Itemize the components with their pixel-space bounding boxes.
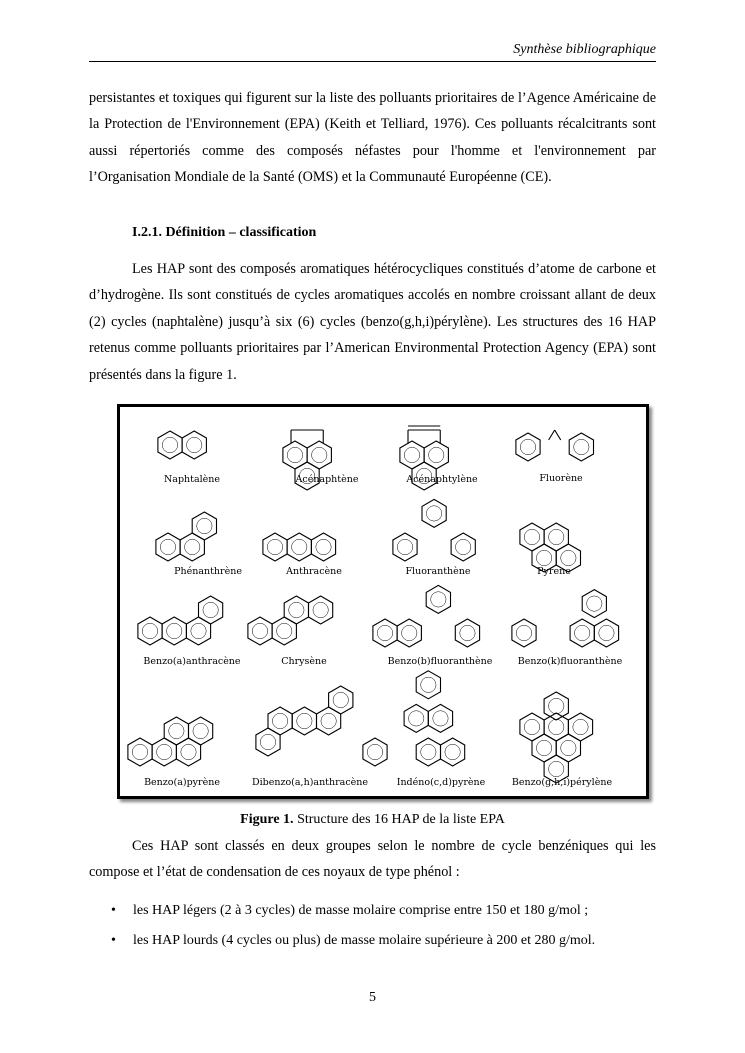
list-item-text: les HAP légers (2 à 3 cycles) de masse molaire comprise entre 150 et 180 g/mol ; — [133, 903, 589, 918]
paragraph-2: Les HAP sont des composés aromatiques hétérocycliques constitués d’atome de carbone et d’hydrogène. Ils sont constitués de cycles aromatiques accolés en nombre croissant allant de deux (2) cycles (naphtalène) jusqu’à six (6) cycles (benzo(g,h,i)pérylène). Les structures des 16 HAP retenus comme polluants prioritaires par l’American Environmental Protection Agency (EPA) sont présentés dans la figure 1. — [89, 261, 656, 383]
benzo-g-h-i-perylene-aromatic-circle — [549, 719, 564, 734]
running-header: Synthèse bibliographique — [513, 42, 656, 57]
benzo-b-fluoranthene-aromatic-circle — [431, 592, 446, 607]
benzo-a-anthracene-aromatic-circle — [191, 623, 206, 638]
label-benzo-a-pyrene: Benzo(a)pyrène — [144, 777, 220, 788]
phenanthrene-aromatic-circle — [185, 539, 200, 554]
benzo-b-fluoranthene-ring — [373, 619, 397, 647]
naphtalene-aromatic-circle — [187, 437, 202, 452]
fluorene-aromatic-circle — [520, 439, 535, 454]
acenaphtylene-ring — [424, 441, 448, 469]
benzo-a-pyrene-aromatic-circle — [157, 744, 172, 759]
benzo-b-fluoranthene-ring — [426, 585, 450, 613]
benzo-k-fluoranthene-ring — [512, 619, 536, 647]
benzo-a-pyrene-ring — [128, 738, 152, 766]
indeno-c-d-pyrene-ring — [416, 671, 440, 699]
benzo-g-h-i-perylene-ring — [520, 713, 544, 741]
paragraph-1: persistantes et toxiques qui figurent sur la liste des polluants prioritaires de l’Agence Américaine de la Protection de l'Environnement (EPA) (Keith et Telliard, 1976). Ces polluants récalcitrants sont aussi répertoriés comme des composés néfastes pour l'homme et l'environnement par l’Organisation Mondiale de la Santé (OMS) et la Communauté Européenne (CE). — [89, 90, 656, 186]
benzo-g-h-i-perylene-ring — [544, 713, 568, 741]
benzo-g-h-i-perylene-ring — [544, 692, 568, 720]
bullet-icon: • — [111, 903, 116, 918]
phenanthrene-aromatic-circle — [160, 539, 175, 554]
label-indeno-c-d-pyrene: Indéno(c,d)pyrène — [396, 777, 486, 788]
anthracene-ring — [263, 533, 287, 561]
chrysene-aromatic-circle — [313, 602, 328, 617]
label-benzo-k-fluoranthene: Benzo(k)fluoranthène — [517, 656, 623, 667]
dibenzo-a-h-anthracene-aromatic-circle — [272, 713, 287, 728]
benzo-a-pyrene-ring — [164, 717, 188, 745]
benzo-a-anthracene-aromatic-circle — [142, 623, 157, 638]
benzo-b-fluoranthene-aromatic-circle — [377, 625, 392, 640]
benzo-k-fluoranthene-ring — [582, 590, 606, 618]
naphtalene-aromatic-circle — [162, 437, 177, 452]
chrysene-aromatic-circle — [252, 623, 267, 638]
benzo-k-fluoranthene-ring — [570, 619, 594, 647]
label-phenanthrene: Phénanthrène — [174, 566, 242, 577]
benzo-g-h-i-perylene-ring — [556, 734, 580, 762]
anthracene-aromatic-circle — [267, 539, 282, 554]
benzo-a-pyrene-ring — [176, 738, 200, 766]
paragraph-3: Ces HAP sont classés en deux groupes selon le nombre de cycle benzéniques qui les compose et l’état de condensation de ces noyaux de type phénol : — [89, 838, 656, 881]
acenaphtylene-ring — [400, 441, 424, 469]
naphtalene-ring — [182, 431, 206, 459]
benzo-b-fluoranthene-ring — [397, 619, 421, 647]
indeno-c-d-pyrene-aromatic-circle — [421, 744, 436, 759]
indeno-c-d-pyrene-aromatic-circle — [433, 711, 448, 726]
benzo-g-h-i-perylene-ring — [532, 734, 556, 762]
chrysene-aromatic-circle — [277, 623, 292, 638]
label-acenaphtylene: Acénaphtylène — [406, 474, 478, 485]
phenanthrene-aromatic-circle — [197, 518, 212, 533]
label-dibenzo-a-h-anthracene: Dibenzo(a,h)anthracène — [251, 777, 369, 788]
indeno-c-d-pyrene-aromatic-circle — [445, 744, 460, 759]
benzo-a-pyrene-aromatic-circle — [193, 723, 208, 738]
label-acenaphtene: Acénaphtène — [295, 474, 359, 485]
pyrene-aromatic-circle — [549, 529, 564, 544]
benzo-g-h-i-perylene-aromatic-circle — [549, 761, 564, 776]
benzo-g-h-i-perylene-aromatic-circle — [549, 698, 564, 713]
benzo-a-anthracene-aromatic-circle — [167, 623, 182, 638]
fluorene-ring — [516, 433, 540, 461]
fluoranthene-ring — [393, 533, 417, 561]
acenaphtene-ring — [283, 441, 307, 469]
fluoranthene-aromatic-circle — [455, 539, 470, 554]
chrysene-ring — [248, 617, 272, 645]
hap-group-list — [89, 896, 656, 956]
benzo-k-fluoranthene-aromatic-circle — [516, 625, 531, 640]
benzo-a-pyrene-ring — [189, 717, 213, 745]
benzo-g-h-i-perylene-aromatic-circle — [561, 740, 576, 755]
section-heading: I.2.1. Définition – classification — [132, 225, 317, 240]
dibenzo-a-h-anthracene-ring — [329, 686, 353, 714]
acenaphtylene-aromatic-circle — [429, 447, 444, 462]
acenaphtylene-aromatic-circle — [404, 447, 419, 462]
indeno-c-d-pyrene-ring — [441, 738, 465, 766]
page-number: 5 — [369, 990, 376, 1005]
label-naphtalene: Naphtalène — [163, 474, 221, 485]
dibenzo-a-h-anthracene-aromatic-circle — [297, 713, 312, 728]
acenaphtene-aromatic-circle — [312, 447, 327, 462]
phenanthrene-ring — [156, 533, 180, 561]
label-fluorene: Fluorène — [539, 473, 583, 484]
fluorene-bond — [555, 430, 561, 440]
benzo-a-anthracene-ring — [138, 617, 162, 645]
benzo-k-fluoranthene-ring — [594, 619, 618, 647]
list-item — [89, 896, 656, 926]
dibenzo-a-h-anthracene-ring — [317, 707, 341, 735]
indeno-c-d-pyrene-aromatic-circle — [409, 711, 424, 726]
label-chrysene: Chrysène — [281, 656, 327, 667]
anthracene-ring — [287, 533, 311, 561]
indeno-c-d-pyrene-ring — [428, 704, 452, 732]
benzo-b-fluoranthene-ring — [455, 619, 479, 647]
pyrene-ring — [520, 523, 544, 551]
benzo-g-h-i-perylene-ring — [568, 713, 592, 741]
benzo-b-fluoranthene-aromatic-circle — [402, 625, 417, 640]
label-benzo-a-anthracene: Benzo(a)anthracène — [143, 656, 241, 667]
benzo-k-fluoranthene-aromatic-circle — [574, 625, 589, 640]
benzo-a-pyrene-aromatic-circle — [132, 744, 147, 759]
label-pyrene: Pyrene — [537, 566, 571, 577]
benzo-g-h-i-perylene-aromatic-circle — [524, 719, 539, 734]
dibenzo-a-h-anthracene-aromatic-circle — [260, 734, 275, 749]
label-benzo-g-h-i-perylene: Benzo(g,h,i)pérylène — [511, 777, 613, 788]
anthracene-aromatic-circle — [292, 539, 307, 554]
pyrene-aromatic-circle — [524, 529, 539, 544]
pyrene-aromatic-circle — [561, 550, 576, 565]
list-item-text: les HAP lourds (4 cycles ou plus) de masse molaire supérieure à 200 et 280 g/mol. — [133, 933, 596, 948]
figure-caption — [0, 812, 745, 828]
header-rule — [89, 61, 656, 62]
hap-structures-drawing — [120, 407, 646, 796]
benzo-a-anthracene-aromatic-circle — [203, 602, 218, 617]
label-anthracene: Anthracène — [286, 566, 342, 577]
benzo-a-pyrene-ring — [152, 738, 176, 766]
benzo-a-anthracene-ring — [162, 617, 186, 645]
pyrene-aromatic-circle — [536, 550, 551, 565]
indeno-c-d-pyrene-ring — [363, 738, 387, 766]
fluorene-ring — [569, 433, 593, 461]
list-item — [89, 926, 656, 956]
label-fluoranthene: Fluoranthène — [405, 566, 471, 577]
indeno-c-d-pyrene-ring — [404, 704, 428, 732]
benzo-a-anthracene-ring — [186, 617, 210, 645]
label-benzo-b-fluoranthene: Benzo(b)fluoranthène — [387, 656, 493, 667]
fluoranthene-ring — [451, 533, 475, 561]
chrysene-ring — [309, 596, 333, 624]
benzo-a-anthracene-ring — [199, 596, 223, 624]
benzo-k-fluoranthene-aromatic-circle — [587, 596, 602, 611]
indeno-c-d-pyrene-ring — [416, 738, 440, 766]
dibenzo-a-h-anthracene-aromatic-circle — [333, 692, 348, 707]
figure-caption-text: Structure des 16 HAP de la liste EPA — [293, 812, 505, 827]
fluorene-aromatic-circle — [574, 439, 589, 454]
bullet-icon: • — [111, 933, 116, 948]
benzo-g-h-i-perylene-aromatic-circle — [573, 719, 588, 734]
dibenzo-a-h-anthracene-ring — [268, 707, 292, 735]
naphtalene-ring — [158, 431, 182, 459]
dibenzo-a-h-anthracene-aromatic-circle — [321, 713, 336, 728]
indeno-c-d-pyrene-aromatic-circle — [421, 677, 436, 692]
phenanthrene-ring — [180, 533, 204, 561]
dibenzo-a-h-anthracene-ring — [256, 728, 280, 756]
chrysene-aromatic-circle — [289, 602, 304, 617]
pyrene-ring — [544, 523, 568, 551]
fluoranthene-ring — [422, 499, 446, 527]
phenanthrene-ring — [192, 512, 216, 540]
figure-caption-label: Figure 1. — [240, 812, 294, 827]
benzo-k-fluoranthene-aromatic-circle — [599, 625, 614, 640]
chrysene-ring — [272, 617, 296, 645]
dibenzo-a-h-anthracene-ring — [292, 707, 316, 735]
acenaphtene-aromatic-circle — [287, 447, 302, 462]
fluoranthene-aromatic-circle — [397, 539, 412, 554]
figure-hap-structures — [117, 404, 649, 799]
indeno-c-d-pyrene-aromatic-circle — [367, 744, 382, 759]
benzo-b-fluoranthene-aromatic-circle — [460, 625, 475, 640]
anthracene-aromatic-circle — [316, 539, 331, 554]
chrysene-ring — [284, 596, 308, 624]
acenaphtene-ring — [307, 441, 331, 469]
fluoranthene-aromatic-circle — [426, 506, 441, 521]
benzo-a-pyrene-aromatic-circle — [181, 744, 196, 759]
benzo-g-h-i-perylene-aromatic-circle — [536, 740, 551, 755]
anthracene-ring — [311, 533, 335, 561]
fluorene-bond — [549, 430, 555, 440]
benzo-a-pyrene-aromatic-circle — [169, 723, 184, 738]
